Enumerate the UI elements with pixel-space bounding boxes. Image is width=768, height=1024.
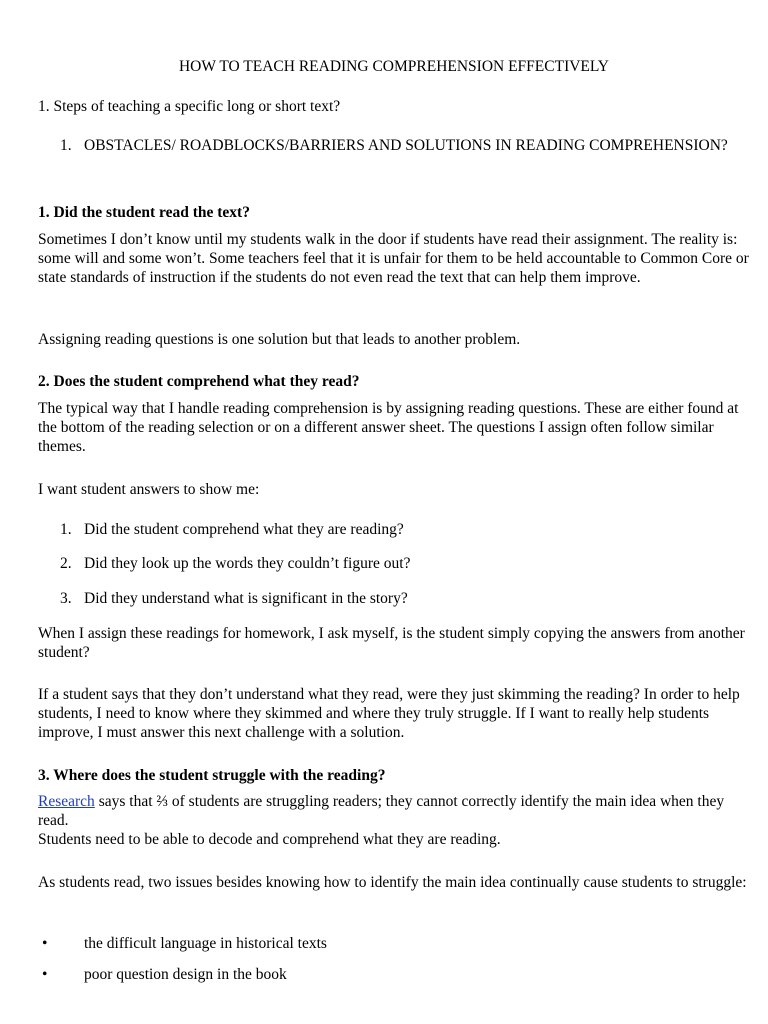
sublist-text: OBSTACLES/ ROADBLOCKS/BARRIERS AND SOLUTIONS IN READING COMPREHENSION?: [84, 137, 728, 154]
paragraph-2: Assigning reading questions is one solution but that leads to another problem.: [38, 331, 521, 348]
list-number: 2.: [60, 555, 72, 572]
document-title: HOW TO TEACH READING COMPREHENSION EFFECTIVELY: [178, 58, 610, 75]
paragraph-9: As students read, two issues besides knowing how to identify the main idea continually cause students to struggle:: [38, 874, 747, 891]
paragraph-1: Sometimes I don’t know until my students walk in the door if students have read their assignment. The reality is: some will and some won’t. Some teachers feel that it is unfair for them to be held accountable to Common Core or state standards of instruction if the students do not even read the text that can help them improve.: [38, 231, 749, 286]
list-number: 3.: [60, 590, 72, 607]
bullet-icon: •: [42, 935, 48, 952]
paragraph-5: When I assign these readings for homework, I ask myself, is the student simply copying the answers from another student?: [38, 625, 745, 661]
heading-q1: 1. Did the student read the text?: [38, 204, 250, 221]
bullet-text: poor question design in the book: [84, 966, 287, 983]
list-text: Did they understand what is significant in the story?: [84, 590, 408, 607]
point-1: 1. Steps of teaching a specific long or short text?: [38, 98, 341, 115]
bullet-text: the difficult language in historical texts: [84, 935, 327, 952]
list-text: Did they look up the words they couldn’t figure out?: [84, 555, 411, 572]
bullet-icon: •: [42, 966, 48, 983]
heading-q3: 3. Where does the student struggle with the reading?: [38, 767, 386, 784]
research-link[interactable]: Research: [38, 793, 95, 810]
list-text: Did the student comprehend what they are reading?: [84, 521, 404, 538]
heading-q2: 2. Does the student comprehend what they read?: [38, 373, 360, 390]
sublist-number: 1.: [60, 137, 72, 154]
paragraph-7-text: says that ⅔ of students are struggling readers; they cannot correctly identify the main idea when they read.: [38, 793, 725, 829]
paragraph-8: Students need to be able to decode and comprehend what they are reading.: [38, 831, 501, 848]
paragraph-6: If a student says that they don’t understand what they read, were they just skimming the reading? In order to help students, I need to know where they skimmed and where they truly struggle. If I want to really help students improve, I must answer this next challenge with a solution.: [38, 686, 740, 741]
paragraph-3: The typical way that I handle reading comprehension is by assigning reading questions. These are either found at the bottom of the reading selection or on a different answer sheet. The questions I assign often follow similar themes.: [38, 400, 739, 455]
paragraph-4: I want student answers to show me:: [38, 481, 260, 498]
paragraph-7: [38, 792, 750, 830]
list-number: 1.: [60, 521, 72, 538]
